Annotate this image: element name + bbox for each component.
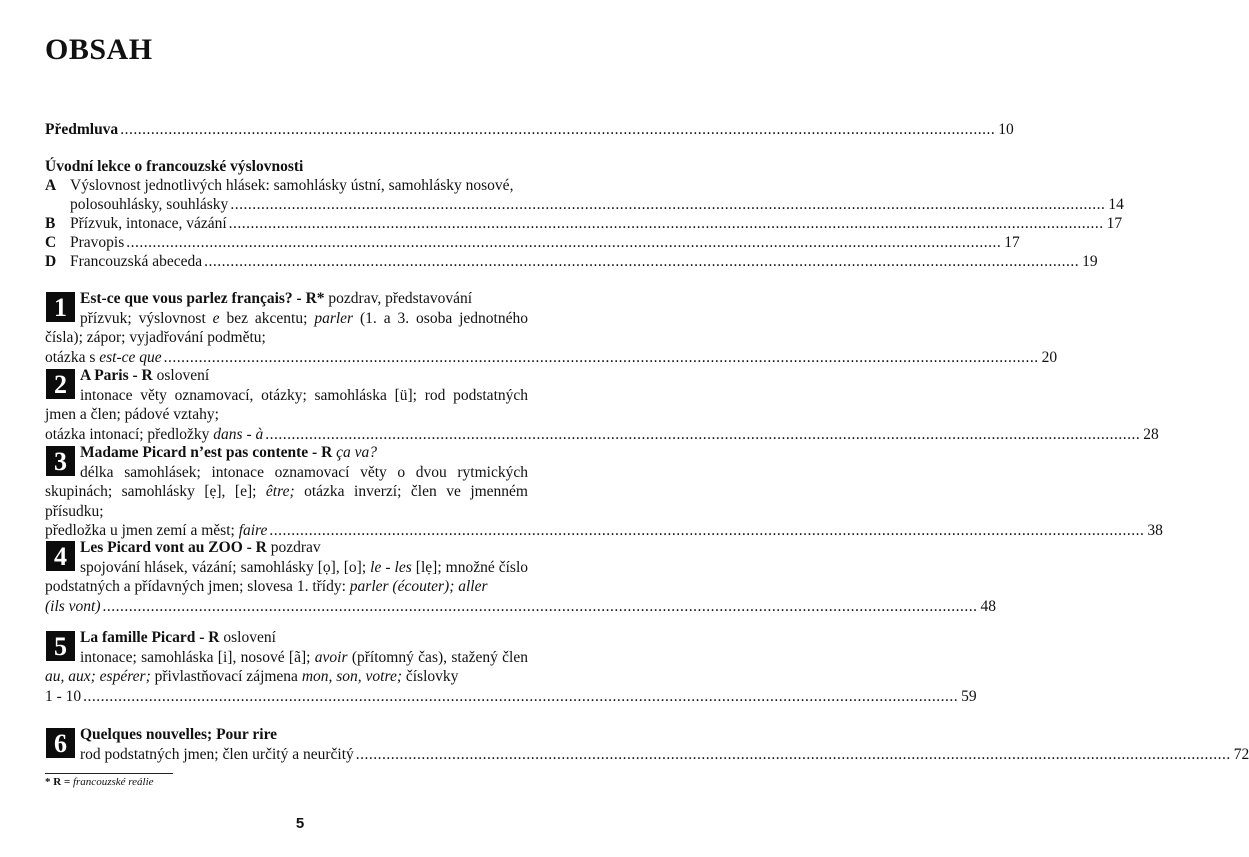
toc-entry-c[interactable] [45, 233, 1020, 252]
entry-text: Pravopis [70, 234, 125, 251]
lesson-topics-end: otázka s est-ce que [45, 348, 162, 366]
toc-lesson-1[interactable] [45, 289, 1058, 367]
lesson-realia: pozdrav, představování [324, 290, 473, 307]
page-number: 5 [295, 815, 305, 832]
entry-text-cont: polosouhlásky, souhlásky [70, 196, 229, 213]
leader-dots [120, 120, 995, 139]
leader-dots [126, 233, 1001, 252]
page-ref: 17 [1106, 215, 1123, 232]
lesson-title: A Paris - R [80, 367, 153, 384]
entry-text: Francouzská abeceda [70, 253, 203, 270]
leader-dots [229, 214, 1104, 233]
leader-dots [103, 597, 978, 617]
entry-letter: C [45, 234, 57, 251]
leader-dots [356, 745, 1231, 765]
lesson-topics: přízvuk; výslovnost e bez akcentu; parler (1. a 3. osoba jednotného čísla); zápor; vyjadřování podmětu; [45, 309, 528, 346]
lesson-number-badge: 1 [46, 292, 75, 322]
lesson-topics-end: předložka u jmen zemí a měst; faire [45, 522, 268, 539]
page-ref: 10 [998, 121, 1014, 138]
entry-letter: A [45, 177, 57, 194]
lesson-topics: intonace; samohláska [i], nosové [ã]; avoir (přítomný čas), stažený člen au, aux; espérer; přivlastňovací zájmena mon, son, votre; číslovky [45, 648, 528, 685]
toc-entry-d[interactable] [45, 252, 1098, 271]
lesson-title: Madame Picard n’est pas contente - R [80, 444, 333, 461]
page-ref: 38 [1147, 522, 1163, 539]
toc-lesson-2[interactable] [45, 366, 1159, 444]
lesson-topics-end: 1 - 10 [45, 687, 82, 705]
entry-text: Výslovnost jednotlivých hlásek: samohlásky ústní, samohlásky nosové, [70, 177, 514, 194]
entry-letter: B [45, 215, 56, 232]
leader-dots [265, 425, 1140, 445]
page-ref: 48 [980, 597, 997, 615]
lesson-topics: délka samohlásek; intonace oznamovací věty o dvou rytmických skupinách; samohlásky [ẹ], [e]; être; otázka inverzí; člen ve jmenném přísudku; [45, 463, 528, 520]
lesson-topics-end: otázka intonací; předložky dans - à [45, 425, 264, 443]
lesson-number-badge: 5 [46, 631, 75, 661]
page-ref: 59 [961, 687, 977, 705]
toc-lesson-4[interactable] [45, 538, 997, 616]
section-heading: Úvodní lekce o francouzské výslovnosti [45, 158, 304, 175]
leader-dots [204, 252, 1079, 271]
toc-lesson-6[interactable] [45, 725, 1249, 764]
page-title: OBSAH [45, 33, 153, 66]
page-ref: 20 [1041, 348, 1058, 366]
lesson-realia: oslovení [219, 629, 276, 646]
page-ref: 28 [1143, 425, 1159, 443]
entry-text: Přízvuk, intonace, vázání [70, 215, 227, 232]
page-ref: 14 [1108, 196, 1124, 213]
lesson-number-badge: 4 [46, 541, 75, 571]
entry-label: Předmluva [45, 121, 119, 138]
footnote-text: francouzské reálie [72, 776, 154, 788]
toc-lesson-5[interactable] [45, 628, 977, 706]
page-ref: 17 [1004, 234, 1020, 251]
lesson-title: La famille Picard - R [80, 629, 220, 646]
lesson-realia: pozdrav [266, 539, 321, 556]
lesson-topics: intonace věty oznamovací, otázky; samohláska [ü]; rod podstatných jmen a člen; pádové vztahy; [45, 386, 528, 423]
leader-dots [164, 348, 1039, 368]
entry-letter: D [45, 253, 57, 270]
toc-entry-preface[interactable] [45, 120, 1014, 139]
intro-section [45, 157, 1124, 271]
lesson-topics: spojování hlásek, vázání; samohlásky [ọ], [o]; le - les [lẹ]; množné číslo podstatných a přídavných jmen; slovesa 1. třídy: parler (écouter); aller [45, 558, 529, 595]
lesson-number-badge: 3 [46, 446, 75, 476]
lesson-number-badge: 2 [46, 369, 75, 399]
leader-dots [230, 195, 1105, 214]
footnote-rule [45, 773, 173, 774]
lesson-title: Est-ce que vous parlez français? - R* [80, 290, 325, 307]
leader-dots [83, 687, 958, 707]
lesson-title: Quelques nouvelles; Pour rire [80, 726, 278, 743]
lesson-realia: ça va? [332, 444, 378, 461]
toc-entry-b[interactable] [45, 214, 1123, 233]
lesson-topics-end: rod podstatných jmen; člen určitý a neurčitý [80, 745, 354, 763]
page-ref: 19 [1082, 253, 1098, 270]
lesson-topics-end: (ils vont) [45, 597, 101, 615]
footnote [45, 776, 154, 788]
toc-entry-a[interactable] [45, 176, 1124, 214]
lesson-number-badge: 6 [46, 728, 75, 758]
footnote-marker: * R = [45, 776, 71, 788]
lesson-title: Les Picard vont au ZOO - R [80, 539, 267, 556]
lesson-realia: oslovení [152, 367, 210, 384]
page-ref: 72 [1233, 745, 1249, 763]
toc-lesson-3[interactable] [45, 443, 1163, 541]
